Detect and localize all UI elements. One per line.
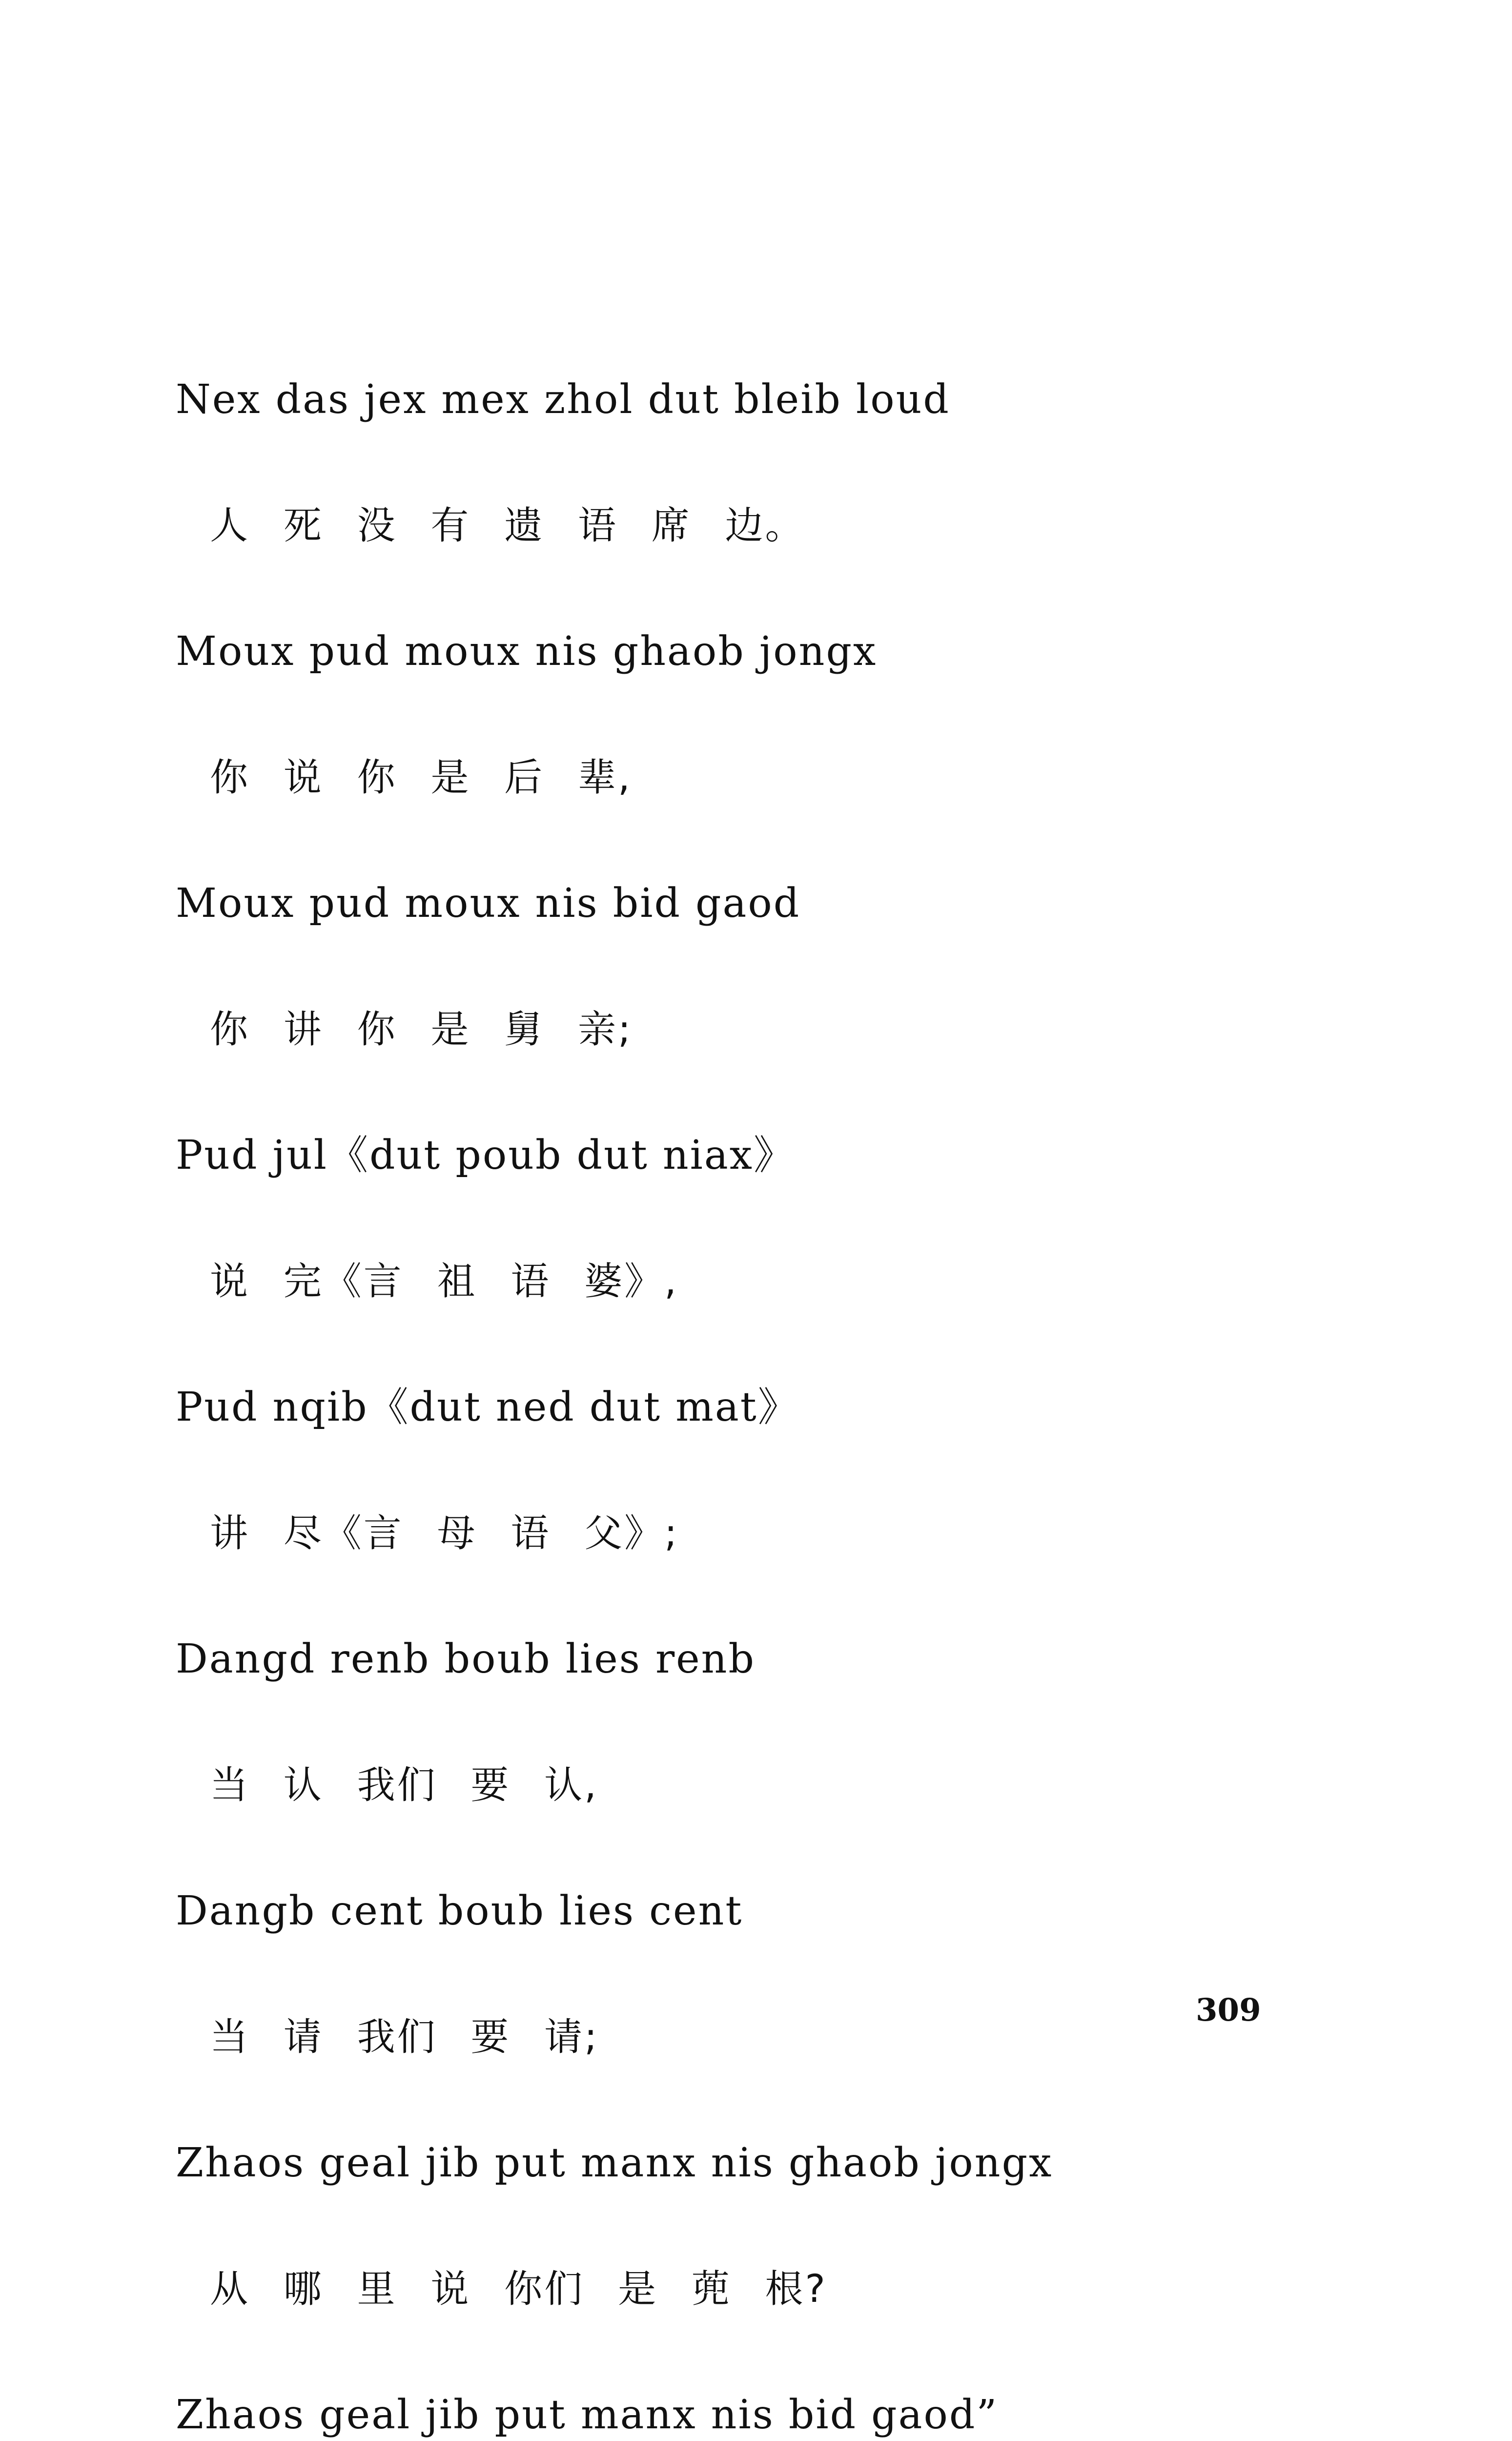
chinese-line: 人 死 没 有 遗 语 席 边。 xyxy=(210,504,805,548)
chinese-line: 你 说 你 是 后 辈, xyxy=(210,756,632,800)
chinese-line: 讲 尽《言 母 语 父》; xyxy=(210,1511,679,1555)
chinese-line: 你 讲 你 是 舅 亲; xyxy=(210,1008,633,1052)
miao-line: Dangd renb boub lies renb xyxy=(176,1636,756,1682)
chinese-line: 当 请 我们 要 请; xyxy=(210,2015,599,2059)
miao-line: Zhaos geal jib put manx nis bid gaod” xyxy=(176,2392,999,2438)
chinese-line: 当 认 我们 要 认, xyxy=(210,1763,598,1807)
miao-line: Pud jul《dut poub dut niax》 xyxy=(176,1132,796,1179)
miao-line: Dangb cent boub lies cent xyxy=(176,1888,743,1934)
miao-line: Nex das jex mex zhol dut bleib loud xyxy=(176,376,950,423)
verse-block xyxy=(176,337,1249,2441)
page-number: 309 xyxy=(1196,1992,1261,2028)
miao-line: Moux pud moux nis bid gaod xyxy=(176,880,801,927)
miao-line: Pud nqib《dut ned dut mat》 xyxy=(176,1384,799,1430)
chinese-line: 从 哪 里 说 你们 是 蔸 根? xyxy=(210,2267,827,2311)
miao-line: Moux pud moux nis ghaob jongx xyxy=(176,628,878,675)
miao-line: Zhaos geal jib put manx nis ghaob jongx xyxy=(176,2140,1053,2186)
chinese-line: 说 完《言 祖 语 婆》, xyxy=(210,1260,678,1303)
